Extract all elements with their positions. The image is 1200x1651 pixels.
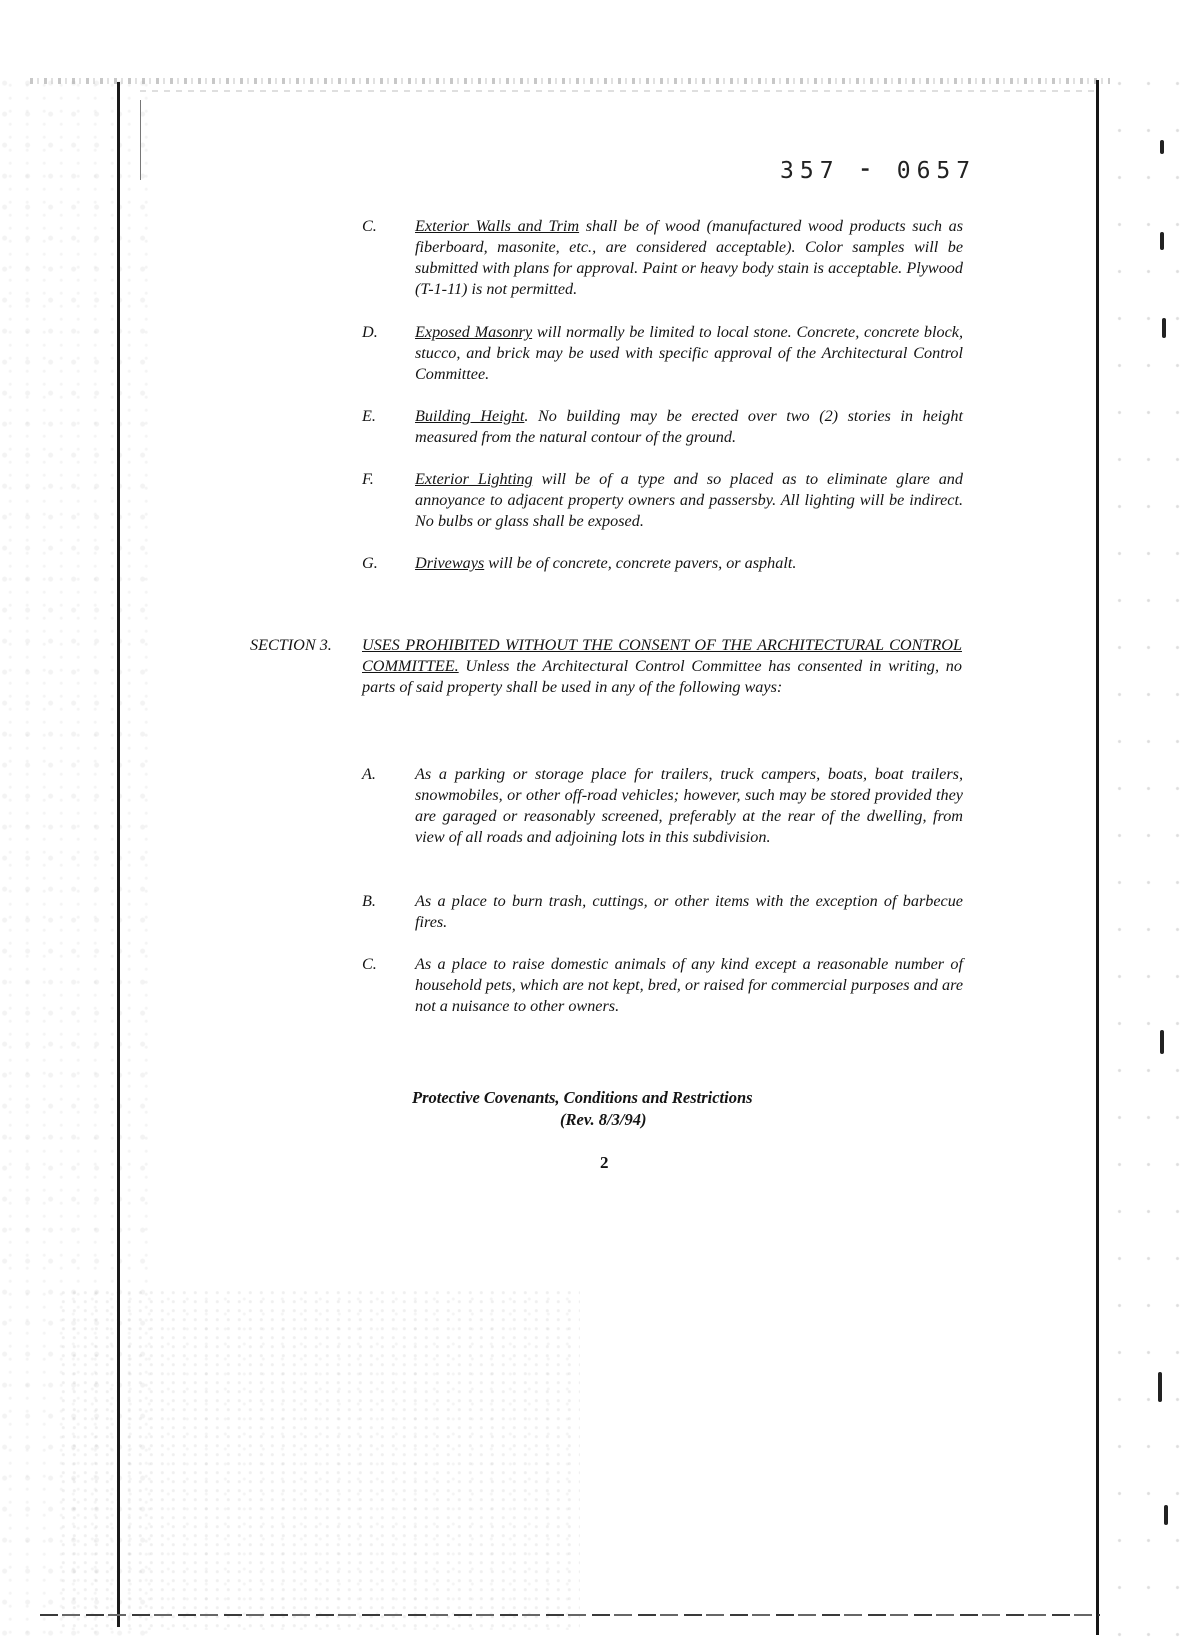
scan-speck: [1162, 318, 1166, 338]
section-text: [362, 635, 962, 698]
item-text: [415, 322, 963, 385]
item-text: [415, 216, 963, 300]
item-text: [415, 469, 963, 532]
item-letter: B.: [362, 892, 376, 910]
item-heading: Exposed Masonry: [415, 323, 533, 341]
scan-speck: [1160, 140, 1164, 154]
page-bottom-border: [40, 1614, 1100, 1616]
section-body: Unless the Architectural Control Committee has consented in writing, no parts of said property shall be used in any of the following ways:: [362, 657, 962, 696]
page-left-border: [117, 82, 120, 1627]
item-letter: C.: [362, 217, 377, 235]
document-reference-number: 357 ⁃ 0657: [780, 158, 977, 184]
item-letter: A.: [362, 765, 376, 783]
page-right-border: [1096, 80, 1099, 1635]
scan-speck: [1158, 1372, 1162, 1402]
item-letter: C.: [362, 955, 377, 973]
item-body: will be of concrete, concrete pavers, or asphalt.: [484, 554, 797, 572]
scan-speck: [1160, 1030, 1164, 1054]
item-body: will be of a type and so placed as to eliminate glare and annoyance to adjacent property owners and passersby. All lighting will be indirect. No bulbs or glass shall be exposed.: [415, 470, 963, 530]
item-letter: E.: [362, 407, 376, 425]
scan-top-edge-inner: [140, 90, 1100, 92]
item-text: As a parking or storage place for trailers, truck campers, boats, boat trailers, snowmobiles, or other off-road vehicles; however, such may be stored provided they are garaged or reasonably screened, preferably at the rear of the dwelling, from view of all roads and adjoining lots in this subdivision.: [415, 765, 963, 846]
item-text: [415, 553, 963, 574]
item-letter: F.: [362, 470, 374, 488]
item-heading: Exterior Walls and Trim: [415, 217, 580, 235]
item-letter: G.: [362, 554, 378, 572]
item-text: As a place to burn trash, cuttings, or other items with the exception of barbecue fires.: [415, 892, 963, 931]
item-heading: Driveways: [415, 554, 485, 572]
footer-revision: (Rev. 8/3/94): [560, 1110, 647, 1129]
scan-speck: [1164, 1505, 1168, 1525]
item-body: . No building may be erected over two (2) stories in height measured from the natural contour of the ground.: [415, 407, 963, 446]
item-text: As a place to raise domestic animals of any kind except a reasonable number of household pets, which are not kept, bred, or raised for commercial purposes and are not a nuisance to other owners.: [415, 955, 963, 1015]
item-heading: Building Height: [415, 407, 525, 425]
scan-noise-bottom: [60, 1290, 580, 1630]
footer-title: Protective Covenants, Conditions and Restrictions: [412, 1088, 753, 1107]
section-label: SECTION 3.: [250, 636, 332, 654]
scan-noise-right: [1105, 60, 1200, 1650]
page-left-border-inner: [140, 100, 141, 180]
page-number: 2: [600, 1153, 609, 1172]
section-heading: USES PROHIBITED WITHOUT THE CONSENT OF THE ARCHITECTURAL CONTROL COMMITTEE.: [362, 636, 962, 675]
item-heading: Exterior Lighting: [415, 470, 533, 488]
scan-speck: [1160, 232, 1164, 250]
item-body: shall be of wood (manufactured wood products such as fiberboard, masonite, etc., are considered acceptable). Color samples will be submitted with plans for approval. Paint or heavy body stain is acceptable. Plywood (T-1-11) is not permitted.: [415, 217, 963, 298]
scan-top-edge: [30, 78, 1110, 84]
item-letter: D.: [362, 323, 378, 341]
item-body: will normally be limited to local stone. Concrete, concrete block, stucco, and brick may be used with specific approval of the Architectural Control Committee.: [415, 323, 963, 383]
item-text: [415, 406, 963, 448]
